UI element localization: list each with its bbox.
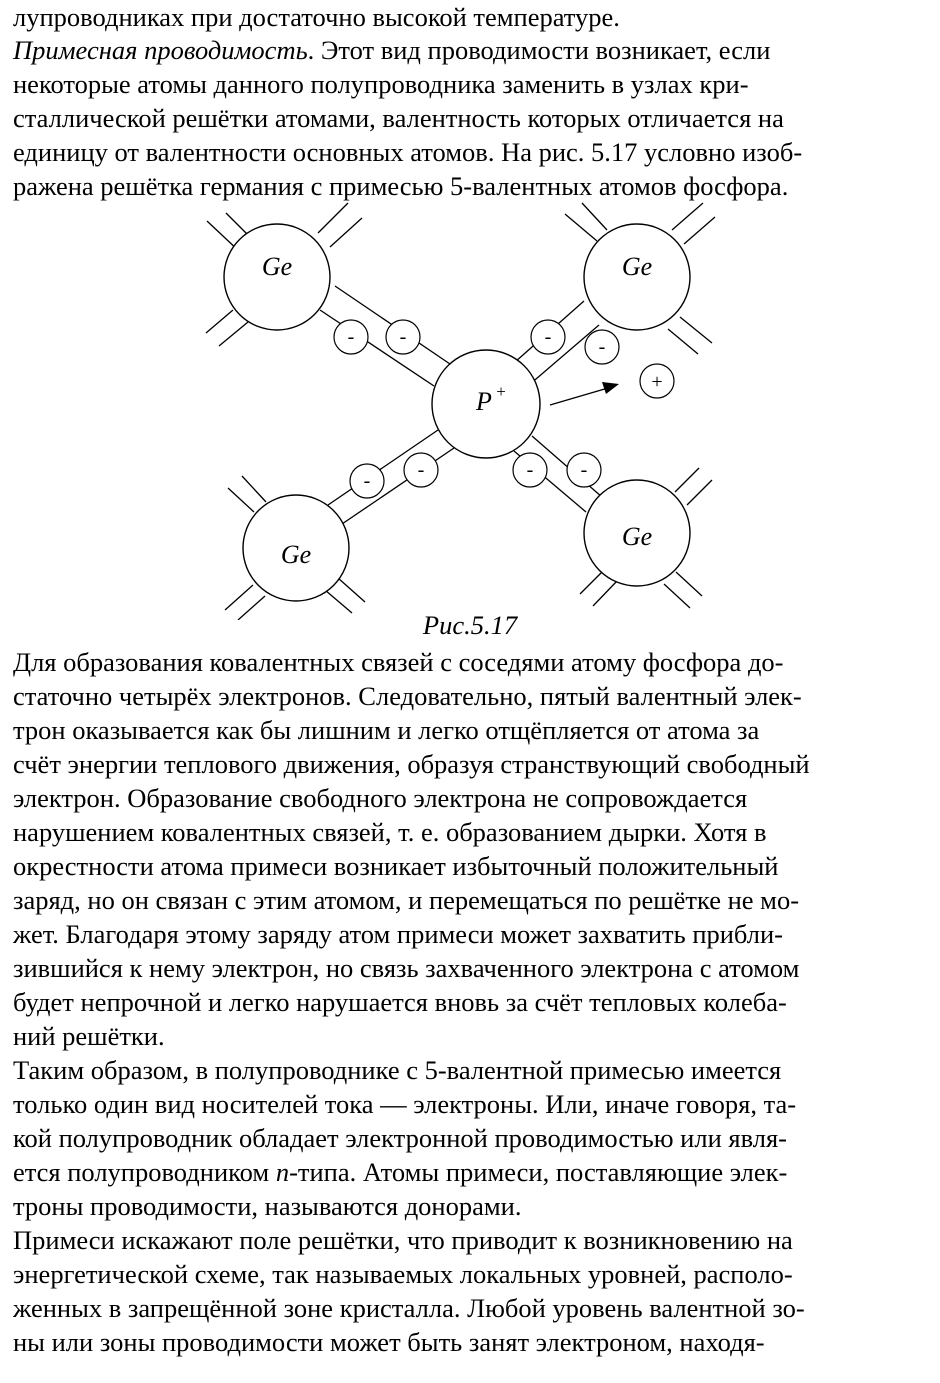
bond-stub [684,217,715,244]
text-line: единицу от валентности основных атомов. На рис. 5.17 условно изоб- [13,137,803,167]
text-line: ны или зоны проводимости может быть занят электроном, находя- [13,1327,765,1357]
bond-stub [582,203,607,230]
bond-stub [664,584,690,608]
electron-sign: - [399,326,407,348]
electron-sign: - [347,326,355,348]
text-line: будет непрочной и легко нарушается вновь за счёт тепловых колеба- [13,987,787,1017]
bond-stub [672,203,703,230]
atom-label-ge: Ge [621,252,653,281]
electron-sign: - [580,459,588,481]
atom-label-p: P [476,387,492,416]
lattice-diagram [0,200,940,620]
text-line: окрестности атома примеси возникает избыточный положительный [13,851,779,881]
text-segment: ется полупроводником [13,1157,276,1187]
bond-stub [593,581,617,606]
bond-stub [680,317,712,343]
text-line: лупроводниках при достаточно высокой температуре. [13,2,620,32]
text-segment: -типа. Атомы примеси, поставляющие элек- [289,1157,788,1187]
text-line: Для образования ковалентных связей с соседями атому фосфора до- [13,647,784,677]
text-line: трон оказывается как бы лишним и легко отщёпляется от атома за [13,715,760,745]
text-line: только один вид носителей тока — электроны. Или, иначе говоря, та- [13,1089,797,1119]
bond-stub [318,203,348,233]
text-line: женных в запрещённой зоне кристалла. Любой уровень валентной зо- [13,1293,805,1323]
text-line: статочно четырёх электронов. Следовательно, пятый валентный элек- [13,681,802,711]
bond-stub [338,578,365,602]
atom-label-ge: Ge [261,252,293,281]
text-line: жет. Благодаря этому заряду атом примеси может захватить прибли- [13,919,783,949]
electron-sign: - [363,470,371,492]
text-line: ний решётки. [13,1021,165,1051]
atom-p-charge: + [496,382,506,401]
text-line: ражена решётка германия с примесью 5-валентных атомов фосфора. [13,171,789,201]
arrow-head [602,382,619,394]
text-segment: . Этот вид проводимости возникает, если [307,35,771,65]
electron-sign: - [417,459,425,481]
bond-stub [687,480,712,505]
bond-stub [206,310,233,333]
figure-caption: Рис.5.17 [422,610,518,640]
electron-sign: - [544,326,552,348]
text-line: троны проводимости, называются донорами. [13,1191,522,1221]
text-line: сталлической решётки атомами, валентность которых отличается на [13,103,784,133]
text-line: некоторые атомы данного полупроводника заменить в узлах кри- [13,69,749,99]
bond-stub [219,322,248,346]
bond-stub [675,468,699,492]
text-line: Примеси искажают поле решётки, что приводит к возникновению на [13,1225,793,1255]
bond-stub [580,570,604,594]
free-charge-sign: + [651,371,663,393]
text-line: энергетической схеме, так называемых локальных уровней, располо- [13,1259,793,1289]
electron-sign: - [598,336,606,358]
bond-stub [565,214,597,241]
text-line: нарушением ковалентных связей, т. е. образованием дырки. Хотя в [13,817,767,847]
bond-stub [330,218,362,247]
term-impurity-conductivity: Примесная проводимость [13,35,308,65]
text-line: кой полупроводник обладает электронной проводимостью или явля- [13,1123,787,1153]
text-line: зившийся к нему электрон, но связь захваченного электрона с атомом [13,953,800,983]
text-line: заряд, но он связан с этим атомом, и перемещаться по решётке не мо- [13,885,800,915]
text-line: Таким образом, в полупроводнике с 5-валентной примесью имеется [13,1055,782,1085]
bond-stub [225,585,253,610]
atom-label-ge: Ge [621,522,653,551]
n-type-letter: n [275,1157,290,1187]
bond-stub [668,329,698,354]
atom-label-ge: Ge [280,540,312,569]
text-line: счёт энергии теплового движения, образуя странствующий свободный [13,749,810,779]
bond-stub [242,476,266,502]
text-line: электрон. Образование свободного электрона не сопровождается [13,783,748,813]
bond-stub [228,488,254,512]
electron-sign: - [526,459,534,481]
arrow-line [550,388,608,405]
text-line [13,1155,787,1189]
bond-line [320,310,434,386]
text-line [13,33,770,67]
bond-stub [676,572,702,596]
